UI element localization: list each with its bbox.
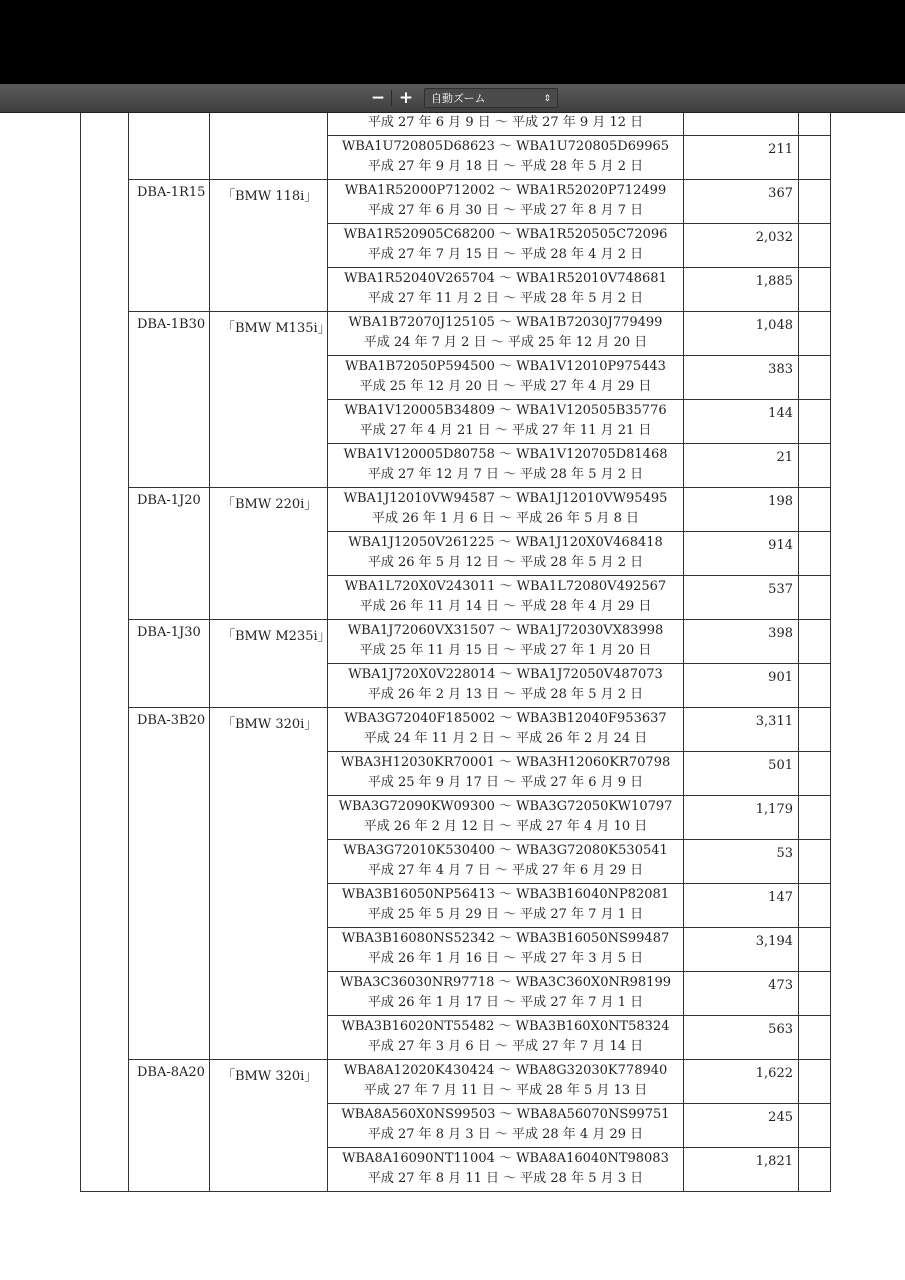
production-date-range-text: 平成 26 年 5 月 12 日 ～ 平成 28 年 5 月 2 日 <box>367 555 644 570</box>
vehicle-count-cell: 211 <box>684 136 799 180</box>
vin-range-cell <box>328 1016 684 1060</box>
production-date-range-text: 平成 25 年 12 月 20 日 ～ 平成 27 年 4 月 29 日 <box>359 379 652 394</box>
vehicle-count-cell: 1,821 <box>684 1148 799 1192</box>
table-row <box>81 180 831 224</box>
vehicle-name-cell: 「BMW 220i」 <box>210 488 328 620</box>
vin-range-cell <box>328 180 684 224</box>
vin-range-cell <box>328 444 684 488</box>
vin-range-text: WBA8A560X0NS99503 ～ WBA8A56070NS99751 <box>341 1107 670 1122</box>
vehicle-count-cell: 53 <box>684 840 799 884</box>
vin-range-text: WBA8A12020K430424 ～ WBA8G32030K778940 <box>343 1063 668 1078</box>
model-type-cell: DBA-1J30 <box>129 620 210 708</box>
table-row <box>81 312 831 356</box>
vin-range-cell <box>328 708 684 752</box>
vehicle-name-cell: 「BMW 118i」 <box>210 180 328 312</box>
remarks-cell <box>799 356 831 400</box>
vehicle-count-cell: 3,194 <box>684 928 799 972</box>
production-date-range-text: 平成 27 年 3 月 6 日 ～ 平成 27 年 7 月 14 日 <box>367 1039 644 1054</box>
vin-range-text: WBA3C36030NR97718 ～ WBA3C360X0NR98199 <box>339 975 672 990</box>
vin-range-cell <box>328 268 684 312</box>
vin-range-text: WBA1R52000P712002 ～ WBA1R52020P712499 <box>344 183 667 198</box>
production-date-range-text: 平成 26 年 11 月 14 日 ～ 平成 28 年 4 月 29 日 <box>359 599 652 614</box>
vehicle-count-cell: 537 <box>684 576 799 620</box>
vin-range-text: WBA1J12050V261225 ～ WBA1J120X0V468418 <box>348 535 663 550</box>
vin-range-cell <box>328 620 684 664</box>
vehicle-count-cell: 245 <box>684 1104 799 1148</box>
remarks-cell <box>799 1148 831 1192</box>
vehicle-name-cell: 「BMW M135i」 <box>210 312 328 488</box>
model-type-cell: DBA-8A20 <box>129 1060 210 1192</box>
table-row <box>81 708 831 752</box>
remarks-cell <box>799 884 831 928</box>
vin-range-text: WBA1B72050P594500 ～ WBA1V12010P975443 <box>345 359 666 374</box>
recall-table-body <box>81 113 831 1192</box>
production-date-range-text: 平成 27 年 8 月 3 日 ～ 平成 28 年 4 月 29 日 <box>367 1127 644 1142</box>
vehicle-count-cell: 2,032 <box>684 224 799 268</box>
vin-range-cell <box>328 400 684 444</box>
zoom-select[interactable] <box>424 88 558 108</box>
zoom-in-button[interactable]: + <box>398 88 414 108</box>
remarks-cell <box>799 796 831 840</box>
remarks-cell <box>799 488 831 532</box>
vin-range-cell <box>328 1148 684 1192</box>
recall-table <box>80 113 831 1192</box>
model-type-cell: DBA-1J20 <box>129 488 210 620</box>
viewer-top-black-area <box>0 0 905 84</box>
vin-range-text: WBA1J72060VX31507 ～ WBA1J72030VX83998 <box>347 623 664 638</box>
production-date-range-text: 平成 27 年 6 月 9 日 ～ 平成 27 年 9 月 12 日 <box>367 115 644 130</box>
remarks-cell <box>799 113 831 136</box>
production-date-range-text: 平成 27 年 8 月 11 日 ～ 平成 28 年 5 月 3 日 <box>367 1171 644 1186</box>
vin-range-cell <box>328 972 684 1016</box>
remarks-cell <box>799 224 831 268</box>
remarks-cell <box>799 1060 831 1104</box>
remarks-cell <box>799 1104 831 1148</box>
production-date-range-text: 平成 27 年 11 月 2 日 ～ 平成 28 年 5 月 2 日 <box>367 291 644 306</box>
chevron-updown-icon: ⇕ <box>543 94 551 104</box>
vin-range-text: WBA1J720X0V228014 ～ WBA1J72050V487073 <box>348 667 663 682</box>
vehicle-name-cell <box>210 113 328 180</box>
vehicle-count-cell: 147 <box>684 884 799 928</box>
vehicle-count-cell: 1,622 <box>684 1060 799 1104</box>
vehicle-count-cell: 1,885 <box>684 268 799 312</box>
vin-range-text: WBA1J12010VW94587 ～ WBA1J12010VW95495 <box>343 491 668 506</box>
production-date-range-text: 平成 26 年 2 月 13 日 ～ 平成 28 年 5 月 2 日 <box>367 687 644 702</box>
remarks-cell <box>799 840 831 884</box>
remarks-cell <box>799 1016 831 1060</box>
vin-range-text: WBA1V120005D80758 ～ WBA1V120705D81468 <box>343 447 668 462</box>
blank-left-column <box>81 113 129 1192</box>
remarks-cell <box>799 620 831 664</box>
production-date-range-text: 平成 27 年 12 月 7 日 ～ 平成 28 年 5 月 2 日 <box>367 467 644 482</box>
vin-range-text: WBA1U720805D68623 ～ WBA1U720805D69965 <box>341 139 670 154</box>
production-date-range-text: 平成 27 年 4 月 21 日 ～ 平成 27 年 11 月 21 日 <box>359 423 652 438</box>
vehicle-count-cell: 383 <box>684 356 799 400</box>
remarks-cell <box>799 708 831 752</box>
vin-range-cell <box>328 224 684 268</box>
vehicle-count-cell: 914 <box>684 532 799 576</box>
vin-range-cell <box>328 928 684 972</box>
production-date-range-text: 平成 27 年 7 月 11 日 ～ 平成 28 年 5 月 13 日 <box>363 1083 648 1098</box>
vehicle-count-cell: 3,311 <box>684 708 799 752</box>
vin-range-text: WBA3B16080NS52342 ～ WBA3B16050NS99487 <box>341 931 670 946</box>
vin-range-text: WBA1R52040V265704 ～ WBA1R52010V748681 <box>344 271 667 286</box>
vin-range-text: WBA1L720X0V243011 ～ WBA1L72080V492567 <box>344 579 667 594</box>
remarks-cell <box>799 664 831 708</box>
vin-range-cell <box>328 532 684 576</box>
remarks-cell <box>799 400 831 444</box>
production-date-range-text: 平成 26 年 1 月 16 日 ～ 平成 27 年 3 月 5 日 <box>367 951 644 966</box>
vin-range-cell <box>328 356 684 400</box>
document-page <box>0 113 905 1280</box>
vin-range-cell <box>328 113 684 136</box>
production-date-range-text: 平成 27 年 9 月 18 日 ～ 平成 28 年 5 月 2 日 <box>367 159 644 174</box>
remarks-cell <box>799 928 831 972</box>
vin-range-cell <box>328 1060 684 1104</box>
production-date-range-text: 平成 25 年 5 月 29 日 ～ 平成 27 年 7 月 1 日 <box>367 907 644 922</box>
production-date-range-text: 平成 27 年 6 月 30 日 ～ 平成 27 年 8 月 7 日 <box>367 203 644 218</box>
pdf-toolbar <box>0 84 905 113</box>
vehicle-count-cell: 1,048 <box>684 312 799 356</box>
remarks-cell <box>799 268 831 312</box>
table-row <box>81 620 831 664</box>
production-date-range-text: 平成 25 年 9 月 17 日 ～ 平成 27 年 6 月 9 日 <box>367 775 644 790</box>
production-date-range-text: 平成 26 年 1 月 17 日 ～ 平成 27 年 7 月 1 日 <box>367 995 644 1010</box>
production-date-range-text: 平成 27 年 7 月 15 日 ～ 平成 28 年 4 月 2 日 <box>367 247 644 262</box>
vin-range-cell <box>328 752 684 796</box>
table-row <box>81 488 831 532</box>
vehicle-count-cell: 473 <box>684 972 799 1016</box>
vin-range-text: WBA3G72010K530400 ～ WBA3G72080K530541 <box>343 843 668 858</box>
model-type-cell: DBA-3B20 <box>129 708 210 1060</box>
zoom-select-value: 自動ズーム <box>431 92 486 105</box>
vin-range-text: WBA1B72070J125105 ～ WBA1B72030J779499 <box>348 315 663 330</box>
vin-range-cell <box>328 1104 684 1148</box>
vin-range-text: WBA3B16020NT55482 ～ WBA3B160X0NT58324 <box>341 1019 670 1034</box>
vehicle-count-cell: 367 <box>684 180 799 224</box>
remarks-cell <box>799 576 831 620</box>
vin-range-text: WBA3H12030KR70001 ～ WBA3H12060KR70798 <box>340 755 671 770</box>
production-date-range-text: 平成 26 年 1 月 6 日 ～ 平成 26 年 5 月 8 日 <box>371 511 640 526</box>
vehicle-name-cell: 「BMW M235i」 <box>210 620 328 708</box>
vehicle-count-cell: 144 <box>684 400 799 444</box>
vehicle-count-cell <box>684 113 799 136</box>
model-type-cell: DBA-1B30 <box>129 312 210 488</box>
vin-range-text: WBA3G72090KW09300 ～ WBA3G72050KW10797 <box>338 799 673 814</box>
vin-range-cell <box>328 576 684 620</box>
vin-range-text: WBA1R520905C68200 ～ WBA1R520505C72096 <box>343 227 668 242</box>
vin-range-text: WBA3B16050NP56413 ～ WBA3B16040NP82081 <box>341 887 670 902</box>
remarks-cell <box>799 312 831 356</box>
production-date-range-text: 平成 26 年 2 月 12 日 ～ 平成 27 年 4 月 10 日 <box>363 819 648 834</box>
production-date-range-text: 平成 27 年 4 月 7 日 ～ 平成 27 年 6 月 29 日 <box>367 863 644 878</box>
zoom-out-button[interactable]: − <box>370 88 386 108</box>
toolbar-separator <box>391 90 392 106</box>
table-row <box>81 1060 831 1104</box>
vehicle-count-cell: 563 <box>684 1016 799 1060</box>
vehicle-count-cell: 501 <box>684 752 799 796</box>
remarks-cell <box>799 532 831 576</box>
remarks-cell <box>799 180 831 224</box>
remarks-cell <box>799 136 831 180</box>
vin-range-cell <box>328 796 684 840</box>
vehicle-name-cell: 「BMW 320i」 <box>210 1060 328 1192</box>
model-type-cell <box>129 113 210 180</box>
vehicle-count-cell: 1,179 <box>684 796 799 840</box>
vin-range-cell <box>328 488 684 532</box>
vin-range-text: WBA1V120005B34809 ～ WBA1V120505B35776 <box>344 403 667 418</box>
production-date-range-text: 平成 24 年 7 月 2 日 ～ 平成 25 年 12 月 20 日 <box>363 335 648 350</box>
vin-range-cell <box>328 840 684 884</box>
remarks-cell <box>799 972 831 1016</box>
vehicle-name-cell: 「BMW 320i」 <box>210 708 328 1060</box>
vin-range-cell <box>328 136 684 180</box>
remarks-cell <box>799 444 831 488</box>
remarks-cell <box>799 752 831 796</box>
vehicle-count-cell: 901 <box>684 664 799 708</box>
model-type-cell: DBA-1R15 <box>129 180 210 312</box>
vin-range-text: WBA3G72040F185002 ～ WBA3B12040F953637 <box>344 711 667 726</box>
vin-range-cell <box>328 312 684 356</box>
vehicle-count-cell: 21 <box>684 444 799 488</box>
vin-range-cell <box>328 664 684 708</box>
production-date-range-text: 平成 25 年 11 月 15 日 ～ 平成 27 年 1 月 20 日 <box>359 643 652 658</box>
vin-range-text: WBA8A16090NT11004 ～ WBA8A16040NT98083 <box>342 1151 669 1166</box>
production-date-range-text: 平成 24 年 11 月 2 日 ～ 平成 26 年 2 月 24 日 <box>363 731 648 746</box>
vehicle-count-cell: 398 <box>684 620 799 664</box>
vehicle-count-cell: 198 <box>684 488 799 532</box>
vin-range-cell <box>328 884 684 928</box>
table-row <box>81 113 831 136</box>
